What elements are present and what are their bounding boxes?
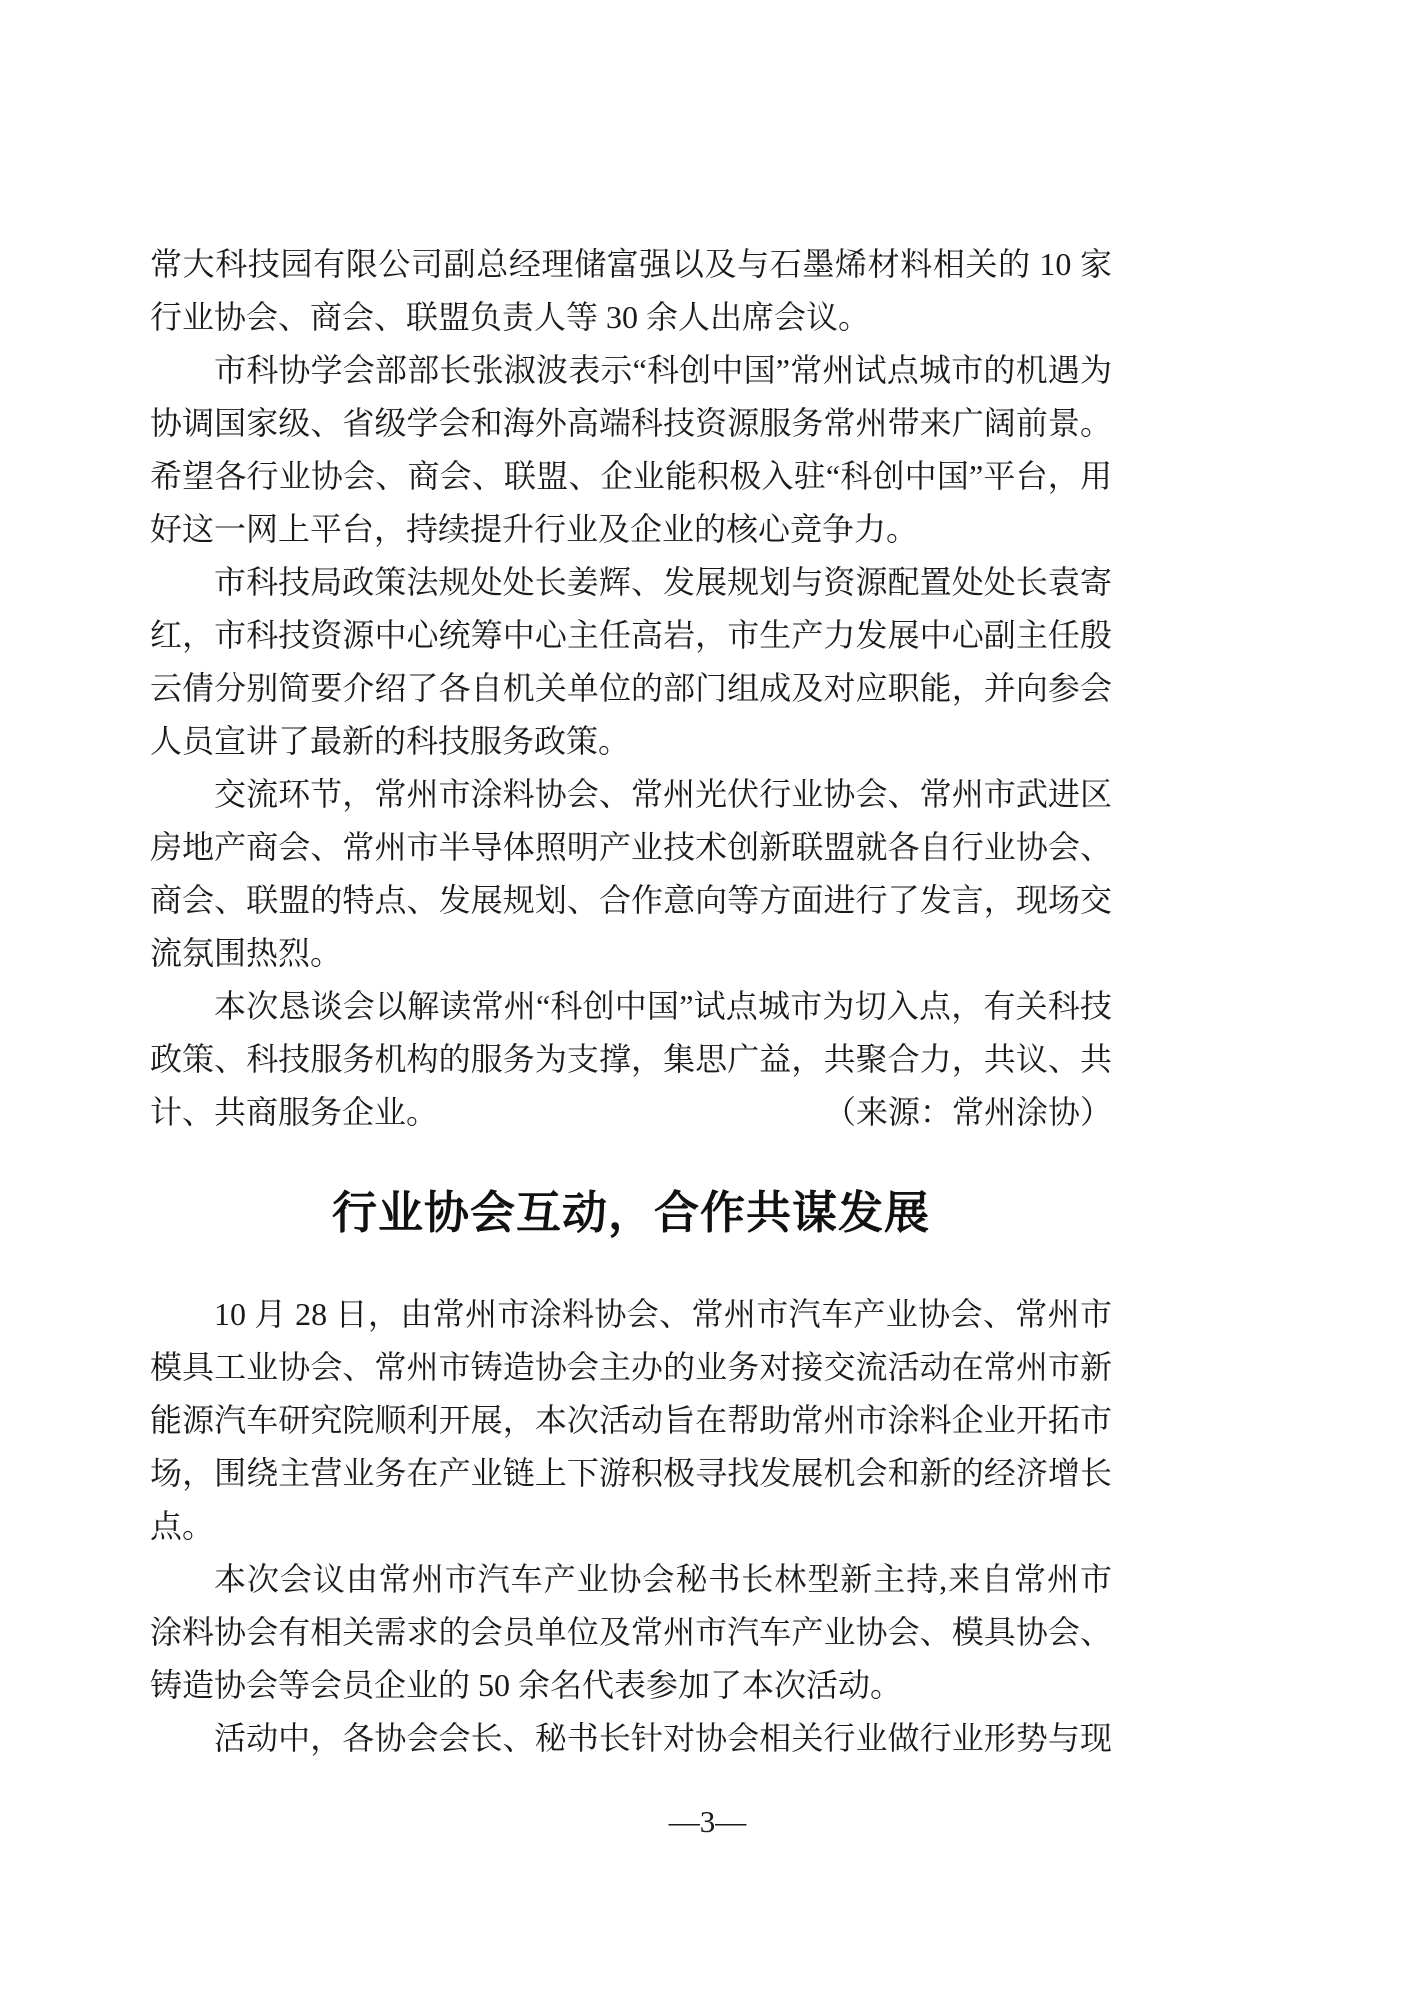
body-line: 政策、科技服务机构的服务为支撑，集思广益，共聚合力，共议、共 xyxy=(150,1041,1112,1077)
body-line: 10 月 28 日，由常州市涂料协会、常州市汽车产业协会、常州市 xyxy=(214,1296,1112,1332)
body-line: 能源汽车研究院顺利开展，本次活动旨在帮助常州市涂料企业开拓市 xyxy=(150,1402,1112,1438)
body-line: 市科协学会部部长张淑波表示“科创中国”常州试点城市的机遇为 xyxy=(214,352,1112,388)
body-line: 市科技局政策法规处处长姜辉、发展规划与资源配置处处长袁寄 xyxy=(214,564,1112,600)
body-line: 人员宣讲了最新的科技服务政策。 xyxy=(150,723,631,759)
text-block xyxy=(150,238,1112,1765)
body-line: 场，围绕主营业务在产业链上下游积极寻找发展机会和新的经济增长 xyxy=(150,1455,1112,1491)
body-line-with-source xyxy=(150,1086,1112,1139)
source-attribution: （来源：常州涂协） xyxy=(823,1094,1112,1130)
body-line: 希望各行业协会、商会、联盟、企业能积极入驻“科创中国”平台，用 xyxy=(150,458,1112,494)
body-line: 常大科技园有限公司副总经理储富强以及与石墨烯材料相关的 10 家 xyxy=(150,246,1112,282)
body-line: 商会、联盟的特点、发展规划、合作意向等方面进行了发言，现场交 xyxy=(150,882,1112,918)
body-line: 活动中，各协会会长、秘书长针对协会相关行业做行业形势与现 xyxy=(214,1720,1112,1756)
body-line: 红，市科技资源中心统筹中心主任高岩，市生产力发展中心副主任殷 xyxy=(150,617,1112,653)
body-line: 好这一网上平台，持续提升行业及企业的核心竞争力。 xyxy=(150,511,919,547)
body-line: 本次会议由常州市汽车产业协会秘书长林型新主持,来自常州市 xyxy=(214,1561,1112,1597)
body-line: 房地产商会、常州市半导体照明产业技术创新联盟就各自行业协会、 xyxy=(150,829,1112,865)
body-line: 铸造协会等会员企业的 50 余名代表参加了本次活动。 xyxy=(150,1667,903,1703)
body-line: 点。 xyxy=(150,1508,215,1544)
body-line: 行业协会、商会、联盟负责人等 30 余人出席会议。 xyxy=(150,299,871,335)
body-line: 协调国家级、省级学会和海外高端科技资源服务常州带来广阔前景。 xyxy=(150,405,1112,441)
body-line: 模具工业协会、常州市铸造协会主办的业务对接交流活动在常州市新 xyxy=(150,1349,1112,1385)
body-line: 交流环节，常州市涂料协会、常州光伏行业协会、常州市武进区 xyxy=(214,776,1112,812)
body-line: 涂料协会有相关需求的会员单位及常州市汽车产业协会、模具协会、 xyxy=(150,1614,1112,1650)
closing-text: 计、共商服务企业。 xyxy=(150,1094,439,1130)
body-line: 本次恳谈会以解读常州“科创中国”试点城市为切入点，有关科技 xyxy=(214,988,1112,1024)
body-line: 流氛围热烈。 xyxy=(150,935,343,971)
body-line: 云倩分别简要介绍了各自机关单位的部门组成及对应职能，并向参会 xyxy=(150,670,1112,706)
page-number: —3— xyxy=(668,1804,747,1839)
article-title: 行业协会互动，合作共谋发展 xyxy=(331,1188,930,1238)
